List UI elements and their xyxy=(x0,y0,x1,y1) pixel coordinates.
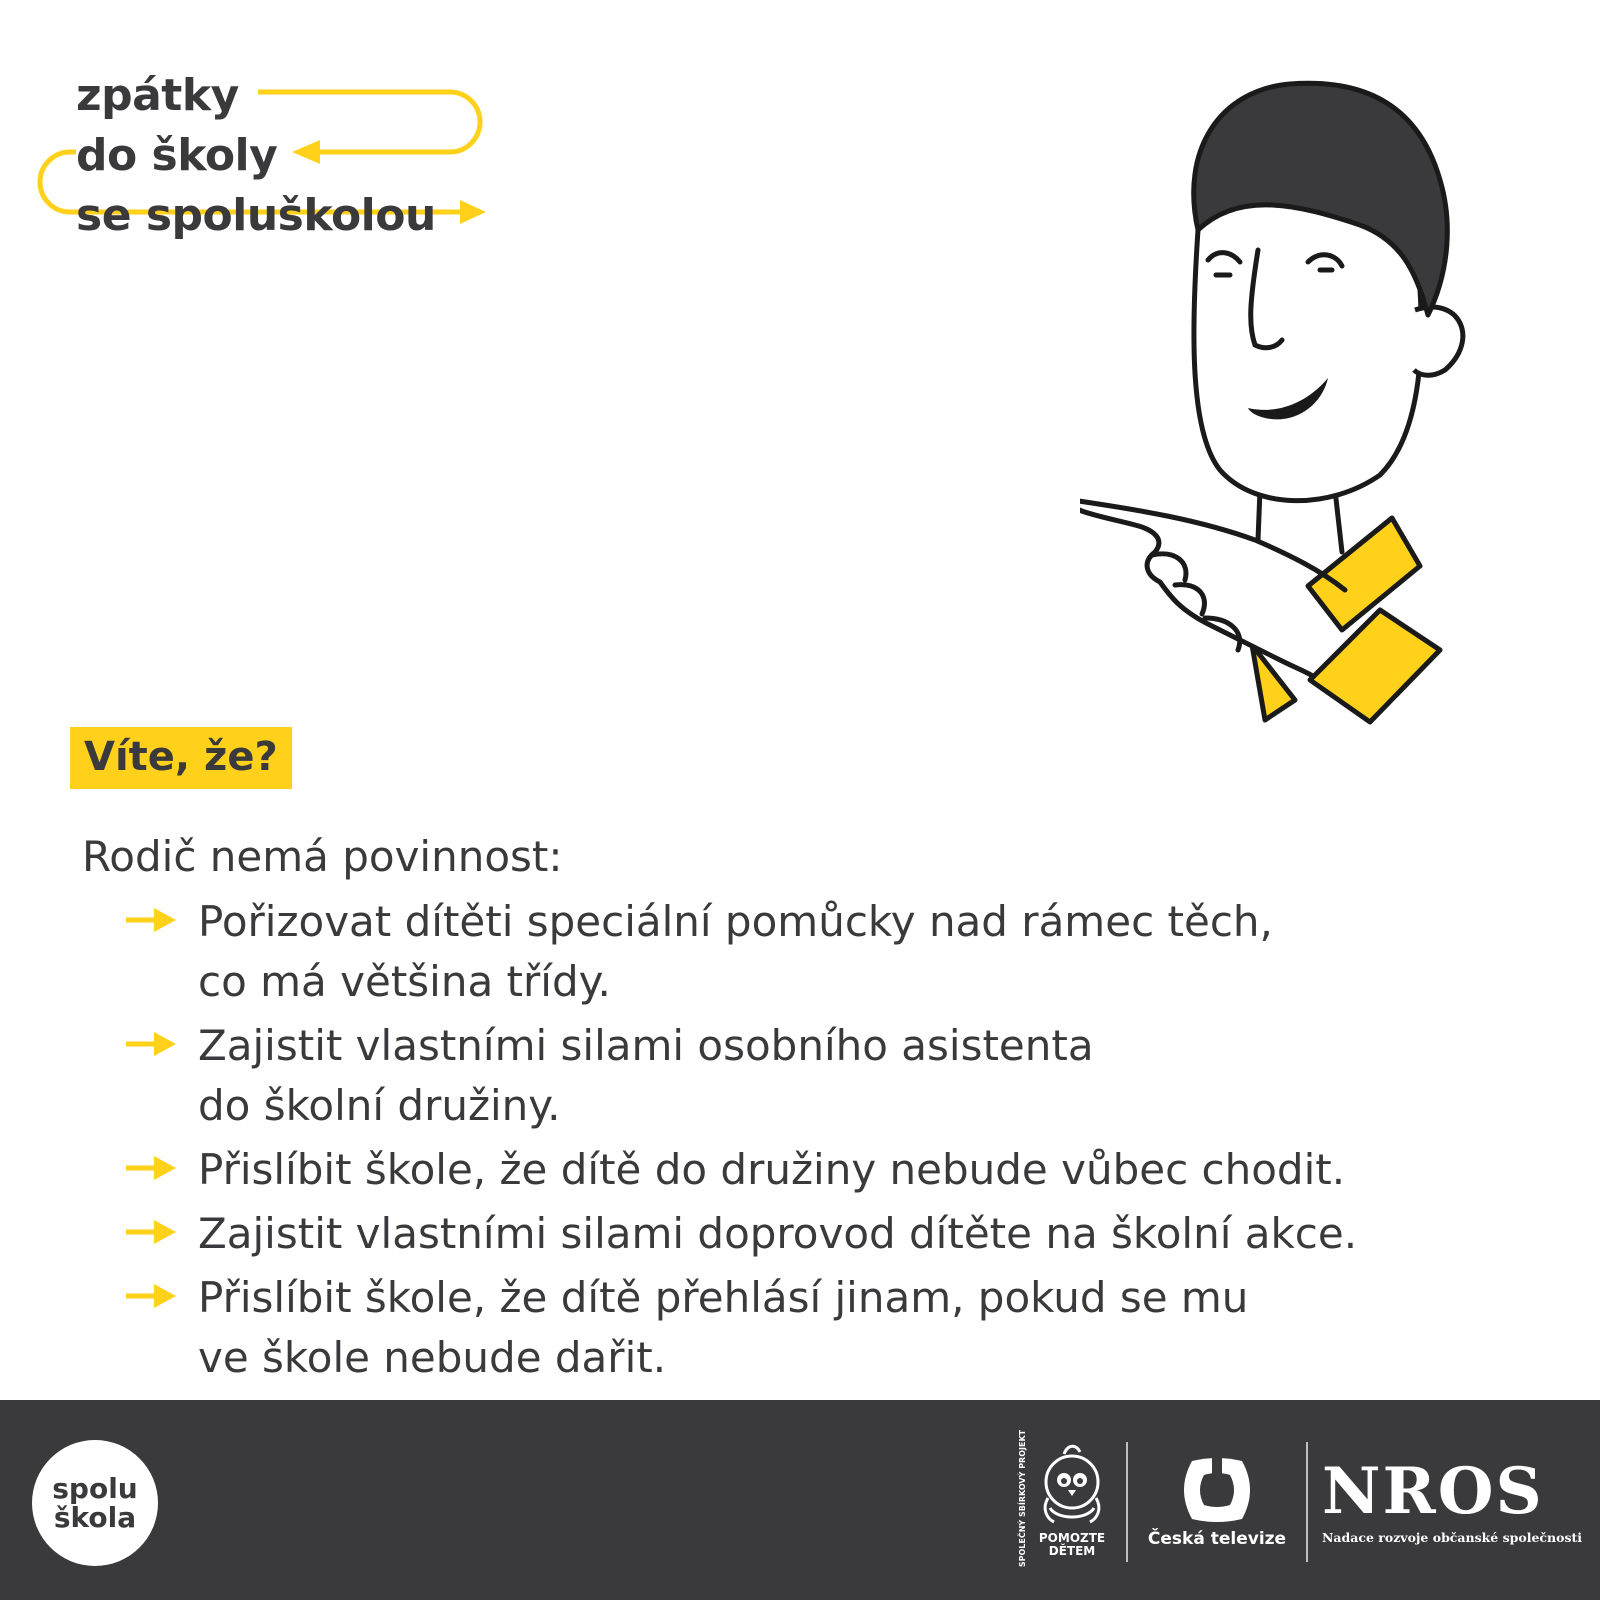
list-item xyxy=(122,1268,1488,1388)
partner-logos xyxy=(1002,1429,1583,1568)
chick-mascot-icon xyxy=(1002,1438,1112,1534)
arrow-right-icon xyxy=(122,900,180,940)
pomozte-detem-tagline: SPOLEČNÝ SBÍRKOVÝ PROJEKT xyxy=(1018,1429,1028,1568)
footer xyxy=(0,1400,1600,1600)
divider xyxy=(1126,1442,1128,1562)
list-item xyxy=(122,1140,1488,1200)
pomozte-detem-name: POMOZTE DĚTEM xyxy=(1038,1531,1106,1558)
nros-subtitle: Nadace rozvoje občanské společnosti xyxy=(1322,1529,1583,1545)
list-item-text: Přislíbit škole, že dítě přehlásí jinam, pokud se mu ve škole nebude dařit. xyxy=(198,1273,1249,1382)
arrow-right-icon xyxy=(122,1276,180,1316)
nros-wordmark: NROS xyxy=(1322,1453,1544,1529)
list-item xyxy=(122,892,1488,1012)
ceska-televize-icon xyxy=(1172,1455,1262,1525)
arrow-right-icon xyxy=(122,1212,180,1252)
list-item-text: Přislíbit škole, že dítě do družiny nebude vůbec chodit. xyxy=(198,1145,1346,1194)
list-item-text: Zajistit vlastními silami doprovod dítěte na školní akce. xyxy=(198,1209,1358,1258)
list-item xyxy=(122,1016,1488,1136)
ceska-televize-logo xyxy=(1142,1455,1292,1549)
ceska-televize-name: Česká televize xyxy=(1147,1529,1287,1549)
arrow-right-icon xyxy=(122,1024,180,1064)
arrow-right-icon xyxy=(122,1148,180,1188)
logo-line-2: do školy xyxy=(76,130,278,181)
pomozte-detem-logo xyxy=(1002,1429,1112,1568)
did-you-know-badge: Víte, že? xyxy=(70,727,292,789)
spoluskola-logo-line1: spolu xyxy=(52,1471,138,1505)
logo-line-3: se spoluškolou xyxy=(76,190,436,241)
nros-logo xyxy=(1322,1453,1583,1545)
obligations-list xyxy=(122,892,1488,1392)
spoluskola-logo xyxy=(32,1440,158,1566)
campaign-logo xyxy=(30,60,510,250)
intro-text: Rodič nemá povinnost: xyxy=(82,832,563,881)
divider xyxy=(1306,1442,1308,1562)
spoluskola-logo-line2: škola xyxy=(53,1501,137,1534)
list-item-text: Zajistit vlastními silami osobního asistenta do školní družiny. xyxy=(198,1021,1094,1130)
list-item xyxy=(122,1204,1488,1264)
list-item-text: Pořizovat dítěti speciální pomůcky nad rámec těch, co má většina třídy. xyxy=(198,897,1273,1006)
pointing-man-icon xyxy=(1080,70,1480,760)
logo-line-1: zpátky xyxy=(76,70,239,121)
